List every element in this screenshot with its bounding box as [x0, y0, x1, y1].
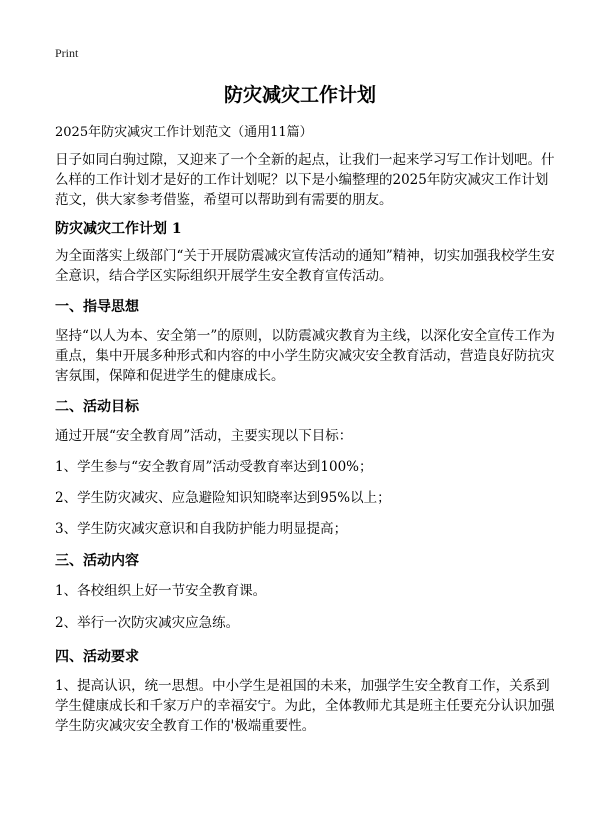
- document-title: 防灾减灾工作计划: [223, 84, 376, 106]
- section-content-heading: 三、活动内容: [55, 553, 139, 569]
- section-requirements-heading: 四、活动要求: [55, 649, 139, 665]
- intro-paragraph: 日子如同白驹过隙，又迎来了一个全新的起点，让我们一起来学习写工作计划吧。什么样的工作计划才是好的工作计划呢？以下是小编整理的2025年防灾减灾工作计划范文，供大家参考借鉴，希望可以帮助到有需要的朋友。: [55, 152, 555, 208]
- section-goals-intro: 通过开展“安全教育周”活动，主要实现以下目标：: [55, 428, 353, 444]
- section-guiding-heading: 一、指导思想: [55, 299, 139, 315]
- plan-heading: 防灾减灾工作计划 1: [55, 221, 182, 237]
- content-item-2: 2、举行一次防灾减灾应急练。: [55, 615, 240, 631]
- document-subtitle: 2025年防灾减灾工作计划范文（通用11篇）: [55, 125, 313, 140]
- section-goals-heading: 二、活动目标: [55, 399, 139, 415]
- section-requirements-text: 1、提高认识，统一思想。中小学生是祖国的未来，加强学生安全教育工作，关系到学生健康成长和千家万户的幸福安宁。为此，全体教师尤其是班主任要充分认识加强学生防灾减灾安全教育工作的'极端重要性。: [55, 678, 555, 734]
- goal-item-3: 3、学生防灾减灾意识和自我防护能力明显提高；: [55, 521, 348, 537]
- goal-item-2: 2、学生防灾减灾、应急避险知识知晓率达到95%以上；: [55, 490, 391, 506]
- section-guiding-text: 坚持“以人为本、安全第一”的原则，以防震减灾教育为主线，以深化安全宣传工作为重点，集中开展多种形式和内容的中小学生防灾减灾安全教育活动，营造良好防抗灾害氛围，保障和促进学生的健康成长。: [55, 328, 555, 384]
- print-label[interactable]: Print: [55, 46, 79, 60]
- goal-item-1: 1、学生参与“安全教育周”活动受教育率达到100%；: [55, 459, 373, 475]
- plan-intro-paragraph: 为全面落实上级部门“关于开展防震减灾宣传活动的通知”精神，切实加强我校学生安全意识，结合学区实际组织开展学生安全教育宣传活动。: [55, 248, 555, 284]
- content-item-1: 1、各校组织上好一节安全教育课。: [55, 583, 267, 599]
